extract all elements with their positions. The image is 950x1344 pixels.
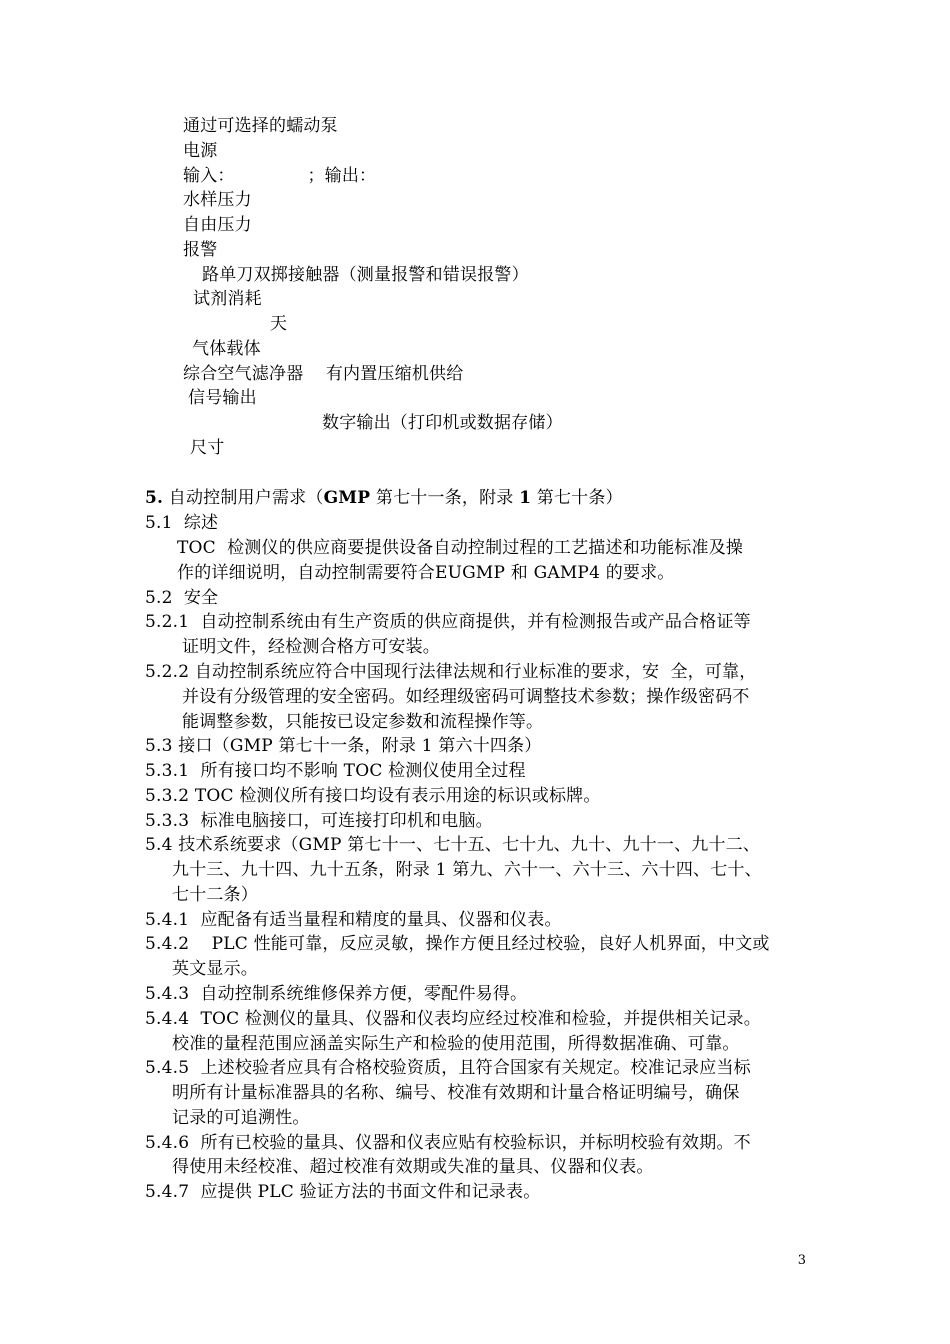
body-line: 校准的量程范围应涵盖实际生产和检验的使用范围，所得数据准确、可靠。 [172,1034,740,1054]
body-line: 5.4 技术系统要求（GMP 第七十一、七十五、七十九、九十、九十一、九十二、 [145,835,761,855]
section-title-part: 第七十条） [531,488,623,508]
body-line: 作的详细说明，自动控制需要符合EUGMP 和 GAMP4 的要求。 [177,563,675,583]
body-line: 5.3 接口（GMP 第七十一条，附录 1 第六十四条） [145,736,542,756]
spec-line: 自由压力 [183,215,252,235]
body-line: TOC 检测仪的供应商要提供设备自动控制过程的工艺描述和功能标准及操 [177,538,744,558]
body-line: 英文显示。 [172,959,258,979]
body-line: 明所有计量标准器具的名称、编号、校准有效期和计量合格证明编号，确保 [172,1083,740,1103]
body-line: 5.4.7 应提供 PLC 验证方法的书面文件和记录表。 [145,1182,541,1202]
spec-line: 路单刀双掷接触器（测量报警和错误报警） [202,265,529,285]
body-line: 5.4.3 自动控制系统维修保养方便，零配件易得。 [145,984,528,1004]
section-title-gmp: GMP [323,488,371,508]
body-line: 5.4.1 应配备有适当量程和精度的量具、仪器和仪表。 [145,910,562,930]
body-line: 5.3.3 标准电脑接口，可连接打印机和电脑。 [145,811,493,831]
body-line: 九十三、九十四、九十五条，附录 1 第九、六十一、六十三、六十四、七十、 [172,860,762,880]
spec-line: 尺寸 [190,438,225,458]
body-line: 5.2.1 自动控制系统由有生产资质的供应商提供，并有检测报告或产品合格证等 [145,612,751,632]
spec-line: 试剂消耗 [193,289,262,309]
spec-line: 天 [270,314,288,334]
body-line: 5.4.6 所有已校验的量具、仪器和仪表应贴有校验标识，并标明校验有效期。不 [145,1133,751,1153]
body-line: 记录的可追溯性。 [172,1108,310,1128]
spec-line: 信号输出 [188,388,257,408]
section-heading [145,488,623,508]
body-line: 七十二条） [172,885,258,905]
spec-line: 数字输出（打印机或数据存储） [322,413,563,433]
body-line: 5.4.2 PLC 性能可靠，反应灵敏，操作方便且经过校验，良好人机界面，中文或 [145,934,770,954]
body-line: 5.1 综述 [145,513,219,533]
spec-line: 气体载体 [192,339,261,359]
spec-line: 通过可选择的蠕动泵 [183,116,338,136]
body-line: 5.2 安全 [145,588,219,608]
body-line: 5.3.2 TOC 检测仪所有接口均设有表示用途的标识或标牌。 [145,786,601,806]
body-line: 得使用未经校准、超过校准有效期或失准的量具、仪器和仪表。 [172,1157,654,1177]
body-line: 5.2.2 自动控制系统应符合中国现行法律法规和行业标准的要求，安 全，可靠， [145,662,757,682]
spec-line: 输入： ；输出： [183,166,377,186]
section-number: 5. [145,488,164,508]
body-line: 能调整参数，只能按已设定参数和流程操作等。 [182,712,544,732]
spec-line: 综合空气滤净器 有内置压缩机供给 [183,364,464,384]
body-line: 证明文件，经检测合格方可安装。 [182,637,440,657]
body-line: 5.3.1 所有接口均不影响 TOC 检测仪使用全过程 [145,761,526,781]
section-title-part: 第七十一条，附录 [370,488,520,508]
body-line: 5.4.5 上述校验者应具有合格校验资质，且符合国家有关规定。校准记录应当标 [145,1058,751,1078]
page-number: 3 [797,1253,806,1268]
spec-line: 水样压力 [183,190,252,210]
body-line: 5.4.4 TOC 检测仪的量具、仪器和仪表均应经过校准和检验，并提供相关记录。 [145,1009,761,1029]
body-line: 并设有分级管理的安全密码。如经理级密码可调整技术参数；操作级密码不 [182,687,750,707]
spec-line: 报警 [183,240,218,260]
section-title-appendix-number: 1 [519,488,532,508]
section-title-part: 自动控制用户需求（ [163,488,324,508]
spec-line: 电源 [183,141,218,161]
